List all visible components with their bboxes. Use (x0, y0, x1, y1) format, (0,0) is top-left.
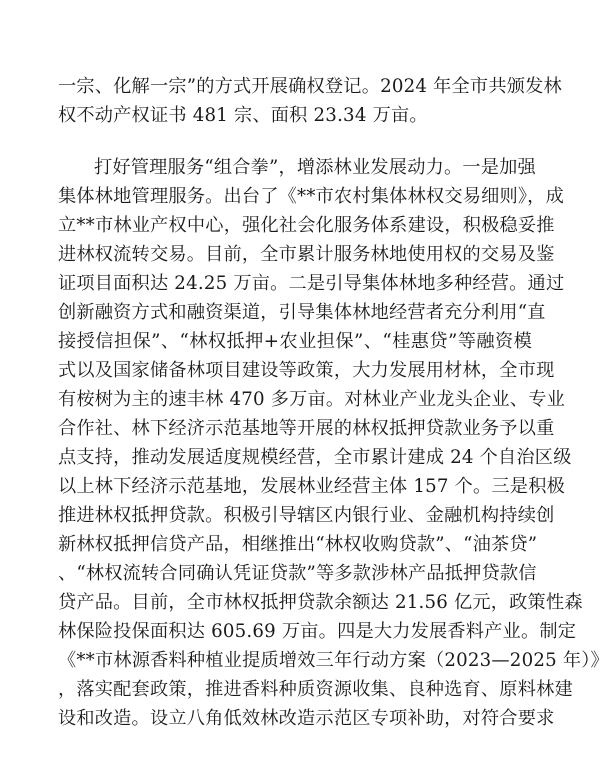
text-line: 创新融资方式和融资渠道，引导集体林地经营者充分利用“直 (58, 302, 546, 323)
text-line: 点支持，推动发展适度规模经营，全市累计建成 24 个自治区级 (58, 447, 572, 468)
text-line: 推进林权抵押贷款。积极引导辖区内银行业、金融机构持续创 (58, 505, 555, 526)
text-line: 合作社、林下经济示范基地等开展的林权抵押贷款业务予以重 (58, 418, 555, 439)
text-line: 《**市林源香料种植业提质增效三年行动方案（2023—2025 年）》 (58, 650, 609, 671)
text-line: 权不动产权证书 481 宗、面积 23.34 万亩。 (58, 105, 428, 126)
text-line: 进林权流转交易。目前，全市累计服务林地使用权的交易及鉴 (58, 244, 555, 265)
text-line: 有桉树为主的速丰林 470 多万亩。对林业产业龙头企业、专业 (58, 389, 565, 410)
text-line: 一宗、化解一宗”的方式开展确权登记。2024 年全市共颁发林 (58, 76, 562, 97)
text-line: 林保险投保面积达 605.69 万亩。四是大力发展香料产业。制定 (58, 621, 577, 642)
text-line: 立**市林业产权中心，强化社会化服务体系建设，积极稳妥推 (58, 215, 555, 236)
text-line: 、“林权流转合同确认凭证贷款”等多款涉林产品抵押贷款信 (58, 563, 537, 584)
text-line: 贷产品。目前，全市林权抵押贷款余额达 21.56 亿元，政策性森 (58, 592, 583, 613)
paragraph-first-line: 打好管理服务“组合拳”，增添林业发展动力。一是加强 (94, 157, 536, 178)
text-line: 新林权抵押信贷产品，相继推出“林权收购贷款”、“油茶贷” (58, 534, 538, 555)
text-line: ，落实配套政策，推进香料种质资源收集、良种选育、原料林建 (58, 679, 573, 700)
text-line: 式以及国家储备林项目建设等政策，大力发展用材林，全市现 (58, 360, 555, 381)
text-line: 以上林下经济示范基地，发展林业经营主体 157 个。三是积极 (58, 476, 565, 497)
text-line: 证项目面积达 24.25 万亩。二是引导集体林地多种经营。通过 (58, 273, 565, 294)
text-line: 接授信担保”、“林权抵押+农业担保”、“桂惠贷”等融资模 (58, 331, 532, 352)
text-line: 设和改造。设立八角低效林改造示范区专项补助，对符合要求 (58, 708, 555, 729)
text-line: 集体林地管理服务。出台了《**市农村集体林权交易细则》，成 (58, 186, 564, 207)
